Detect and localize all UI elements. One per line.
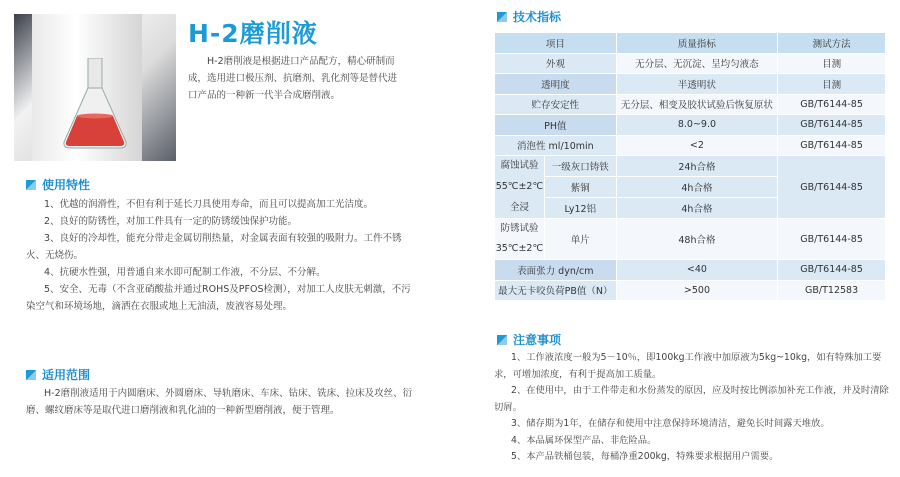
product-title: H-2磨削液 [188, 19, 318, 48]
spec-cell: 8.0~9.0 [616, 115, 778, 136]
spec-row [495, 53, 886, 74]
spec-cell: 单片 [544, 219, 616, 260]
spec-cell: 4h合格 [616, 177, 778, 198]
scope-heading [26, 366, 90, 383]
section-bullet-icon [497, 335, 507, 345]
spec-header-cell: 测试方法 [778, 33, 886, 54]
spec-cell: <2 [616, 135, 778, 156]
corrosion-label [495, 156, 545, 219]
feature-item: 2、良好的防锈性，对加工件具有一定的防锈缓蚀保护功能。 [44, 216, 298, 227]
features-heading-text: 使用特性 [42, 178, 91, 192]
spec-cell: GB/T6144-85 [778, 135, 886, 156]
spec-row [495, 219, 886, 260]
corrosion-label-line: 55℃±2℃ [495, 180, 544, 192]
spec-cell: 紫铜 [544, 177, 616, 198]
notes-heading-text: 注意事项 [513, 333, 562, 347]
note-item: 1、工作液浓度一般为5－10％，即100kg工作液中加原液为5kg~10kg，如有特殊加工要求，可增加浓度，有利于提高加工质量。 [494, 352, 882, 380]
corrosion-label-line: 全浸 [509, 201, 529, 213]
spec-cell: Ly12铝 [544, 198, 616, 219]
spec-row [495, 74, 886, 95]
spec-cell: GB/T6144-85 [778, 260, 886, 281]
scope-heading-text: 适用范围 [42, 368, 91, 382]
spec-header-cell: 项目 [495, 33, 617, 54]
spec-cell: 外观 [495, 53, 617, 74]
spec-cell: GB/T6144-85 [778, 156, 886, 219]
notes-list [494, 350, 890, 466]
feature-item: 3、良好的冷却性，能充分带走金属切削热量，对金属表面有较强的吸附力。工件不锈火、无烧伤。 [26, 233, 402, 261]
spec-cell: 目测 [778, 53, 886, 74]
spec-cell: >500 [616, 280, 778, 301]
spec-cell: 透明度 [495, 74, 617, 95]
notes-heading [497, 331, 561, 348]
spec-cell: <40 [616, 260, 778, 281]
spec-cell: 贮存安定性 [495, 94, 617, 115]
features-heading [26, 176, 90, 193]
spec-row [495, 260, 886, 281]
spec-table [494, 32, 886, 301]
specs-heading [497, 8, 561, 25]
spec-cell: GB/T6144-85 [778, 219, 886, 260]
specs-heading-text: 技术指标 [513, 10, 562, 24]
feature-item: 5、安全、无毒（不含亚硝酸盐并通过ROHS及PFOS检测），对加工人皮肤无刺激，不污染空气和环境场地，滴洒在衣服或地上无油渍，废液容易处理。 [26, 284, 411, 312]
spec-header-cell: 质量指标 [616, 33, 778, 54]
spec-cell: 表面张力 dyn/cm [495, 260, 617, 281]
spec-cell: 24h合格 [616, 156, 778, 177]
section-bullet-icon [26, 370, 36, 380]
spec-cell: 目测 [778, 74, 886, 95]
features-list [26, 196, 418, 315]
spec-cell: 4h合格 [616, 198, 778, 219]
product-intro: H-2磨削液是根据进口产品配方，精心研制而成，选用进口极压剂、抗磨剂、乳化剂等是替代进口产品的一种新一代半合成磨削液。 [188, 56, 398, 101]
spec-cell: PH值 [495, 115, 617, 136]
spec-cell: 48h合格 [616, 219, 778, 260]
feature-item: 4、抗硬水性强，用普通自来水即可配制工作液，不分层、不分解。 [44, 267, 326, 278]
spec-cell: 无分层、无沉淀、呈均匀液态 [616, 53, 778, 74]
spec-row [495, 115, 886, 136]
spec-row [495, 94, 886, 115]
spec-cell: 半透明状 [616, 74, 778, 95]
note-item: 4、本品属环保型产品、非危险品。 [511, 434, 657, 446]
spec-cell: 消泡性 ml/10min [495, 135, 617, 156]
flask-icon [60, 58, 130, 150]
section-bullet-icon [497, 12, 507, 22]
spec-cell: 无分层、相变及胶状试验后恢复原状 [616, 94, 778, 115]
product-photo [14, 14, 176, 161]
spec-row [495, 135, 886, 156]
note-item: 5、本产品铁桶包装，每桶净重200kg，特殊要求根据用户需要。 [511, 451, 779, 462]
spec-cell: 最大无卡咬负荷PB值（N） [495, 280, 617, 301]
rust-label-line: 防锈试验 [500, 223, 539, 234]
corrosion-label-line: 腐蚀试验 [500, 160, 539, 172]
scope-text: H-2磨削液适用于内圆磨床、外圆磨床、导轨磨床、车床、钻床、铣床、拉床及攻丝、衍磨、螺纹磨床等是取代进口磨削液和乳化油的一种新型磨削液，便于管理。 [26, 388, 413, 416]
spec-cell: 一级灰口铸铁 [544, 156, 616, 177]
spec-cell: GB/T6144-85 [778, 115, 886, 136]
spec-header-row [495, 33, 886, 54]
spec-row [495, 156, 886, 177]
note-item: 3、储存期为1年，在储存和使用中注意保持环境清洁，避免长时间露天堆放。 [511, 418, 830, 429]
spec-cell: GB/T12583 [778, 280, 886, 301]
spec-cell: GB/T6144-85 [778, 94, 886, 115]
rust-label [495, 219, 545, 260]
section-bullet-icon [26, 180, 36, 190]
rust-label-line: 35℃±2℃ [495, 243, 544, 254]
spec-row [495, 280, 886, 301]
feature-item: 1、优越的润滑性，不但有利于延长刀具使用寿命，而且可以提高加工光洁度。 [44, 199, 374, 210]
note-item: 2、在使用中，由于工件带走和水份蒸发的原因，应及时按比例添加补充工作液，并及时清除切屑。 [494, 385, 889, 413]
